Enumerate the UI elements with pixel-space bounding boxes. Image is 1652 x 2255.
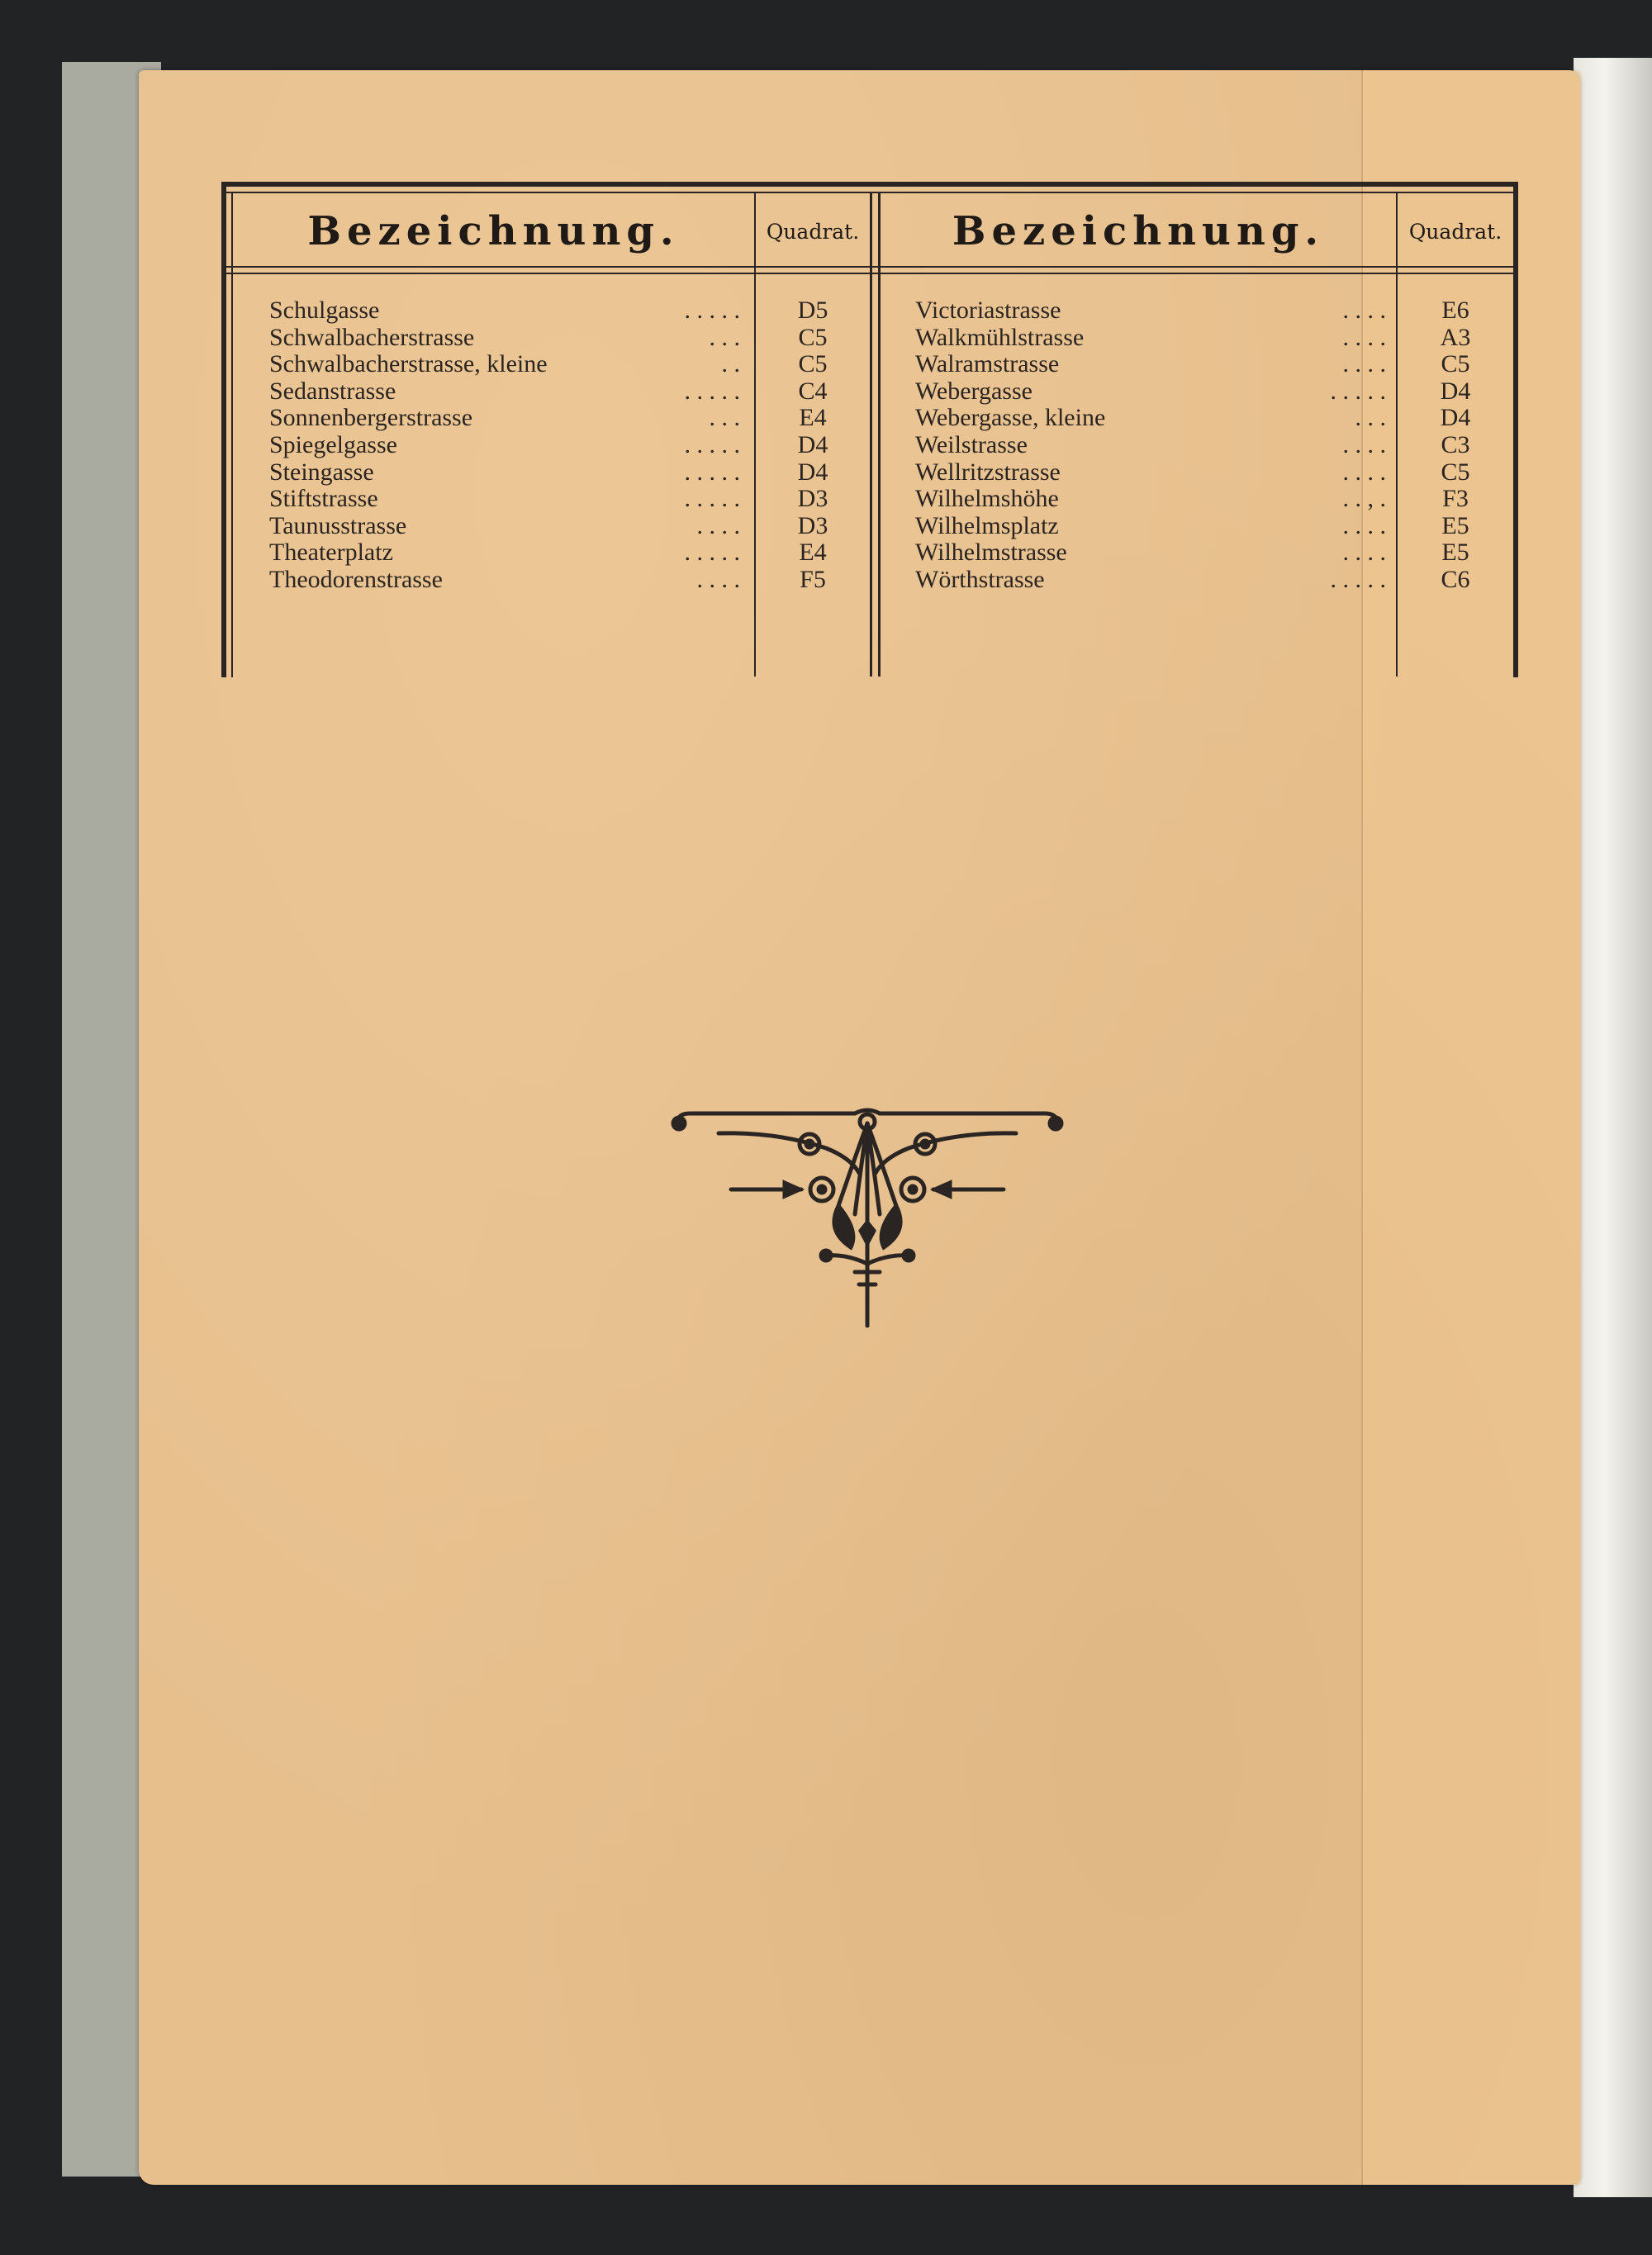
leader-dots: . . . . bbox=[696, 565, 740, 593]
quadrat-value: D3 bbox=[797, 485, 828, 513]
center-divider-a bbox=[870, 193, 872, 676]
right-street-row bbox=[915, 432, 1394, 459]
right-header-quadrat: Quadrat. bbox=[1408, 219, 1502, 244]
right-street-row bbox=[915, 297, 1394, 325]
quadrat-value: C5 bbox=[1441, 458, 1470, 486]
street-name: Theaterplatz bbox=[269, 539, 393, 567]
left-street-row bbox=[269, 325, 748, 352]
right-street-row bbox=[915, 405, 1394, 432]
street-name: Walramstrasse bbox=[915, 350, 1060, 378]
left-header-quadrat: Quadrat. bbox=[766, 219, 860, 244]
quadrat-value: F3 bbox=[1442, 485, 1469, 513]
center-divider-b bbox=[878, 193, 881, 676]
street-name: Schwalbacherstrasse bbox=[269, 323, 475, 351]
right-street-row bbox=[915, 325, 1394, 352]
right-street-row bbox=[915, 539, 1394, 567]
street-name: Taunusstrasse bbox=[269, 511, 407, 539]
leader-dots: . . . . . bbox=[684, 485, 740, 513]
top-rule bbox=[221, 182, 1518, 187]
street-name: Spiegelgasse bbox=[269, 430, 397, 458]
leader-dots: . . . bbox=[1355, 404, 1386, 432]
quadrat-value: F5 bbox=[800, 565, 826, 593]
right-street-row bbox=[915, 486, 1394, 513]
left-street-row bbox=[269, 297, 748, 325]
street-name: Wilhelmshöhe bbox=[915, 485, 1059, 513]
street-name: Steingasse bbox=[269, 458, 374, 486]
right-street-row bbox=[915, 351, 1394, 378]
right-border bbox=[1513, 182, 1518, 677]
leader-dots: . . . . bbox=[1342, 350, 1386, 378]
right-street-row bbox=[915, 459, 1394, 487]
right-street-row bbox=[915, 513, 1394, 540]
left-street-row bbox=[269, 513, 748, 540]
quadrat-value: D4 bbox=[1440, 404, 1471, 432]
right-street-list bbox=[915, 297, 1394, 594]
left-street-row bbox=[269, 539, 748, 567]
street-name: Victoriastrasse bbox=[915, 297, 1061, 324]
leader-dots: . . . . . bbox=[1330, 377, 1386, 405]
leader-dots: . . . bbox=[709, 404, 740, 432]
leader-dots: . . . . bbox=[1342, 297, 1386, 324]
leader-dots: . . . . . bbox=[684, 377, 740, 405]
quadrat-value: D3 bbox=[797, 511, 828, 539]
left-street-row bbox=[269, 459, 748, 487]
street-name: Wilhelmstrasse bbox=[915, 539, 1067, 567]
street-name: Wörthstrasse bbox=[915, 565, 1045, 593]
left-quadrat-list bbox=[756, 297, 870, 594]
street-name: Schulgasse bbox=[269, 297, 380, 324]
left-street-list bbox=[269, 297, 748, 594]
leader-dots: . . , . bbox=[1342, 485, 1386, 513]
quadrat-value: E5 bbox=[1441, 511, 1469, 539]
left-border-thin bbox=[231, 192, 233, 677]
right-street-row bbox=[915, 567, 1394, 594]
street-name: Sonnenbergerstrasse bbox=[269, 404, 473, 432]
right-street-row bbox=[915, 378, 1394, 406]
quadrat-value: A3 bbox=[1440, 323, 1471, 351]
leader-dots: . . . . . bbox=[684, 297, 740, 324]
street-name: Theodorenstrasse bbox=[269, 565, 443, 593]
left-street-row bbox=[269, 378, 748, 406]
street-name: Sedanstrasse bbox=[269, 377, 396, 405]
quadrat-value: C5 bbox=[798, 350, 828, 378]
next-page-edge bbox=[1574, 58, 1652, 2197]
left-border bbox=[221, 182, 226, 677]
leader-dots: . . . . bbox=[1342, 323, 1386, 351]
leader-dots: . . . . bbox=[696, 511, 740, 539]
street-name: Stiftstrasse bbox=[269, 485, 378, 513]
leader-dots: . . . . bbox=[1342, 511, 1386, 539]
quadrat-value: D5 bbox=[797, 297, 828, 324]
quadrat-value: E4 bbox=[799, 404, 827, 432]
leader-dots: . . . . . bbox=[684, 458, 740, 486]
leader-dots: . . bbox=[721, 350, 740, 378]
street-name: Webergasse bbox=[915, 377, 1032, 405]
leader-dots: . . . . . bbox=[1330, 565, 1386, 593]
street-name: Webergasse, kleine bbox=[915, 404, 1106, 432]
left-street-row bbox=[269, 567, 748, 594]
leader-dots: . . . . bbox=[1342, 539, 1386, 567]
street-index-table bbox=[221, 182, 1518, 677]
left-street-row bbox=[269, 486, 748, 513]
quadrat-value: C5 bbox=[1441, 350, 1470, 378]
left-street-row bbox=[269, 351, 748, 378]
leader-dots: . . . . . bbox=[684, 539, 740, 567]
quadrat-value: C4 bbox=[798, 377, 828, 405]
leader-dots: . . . . . bbox=[684, 430, 740, 458]
right-quadrat-list bbox=[1398, 297, 1513, 594]
quadrat-value: E4 bbox=[799, 539, 827, 567]
leader-dots: . . . . bbox=[1342, 458, 1386, 486]
leader-dots: . . . bbox=[709, 323, 740, 351]
quadrat-value: D4 bbox=[1440, 377, 1471, 405]
left-street-row bbox=[269, 432, 748, 459]
street-name: Weilstrasse bbox=[915, 430, 1028, 458]
street-name: Schwalbacherstrasse, kleine bbox=[269, 350, 548, 378]
quadrat-value: D4 bbox=[797, 458, 828, 486]
left-street-row bbox=[269, 405, 748, 432]
leader-dots: . . . . bbox=[1342, 430, 1386, 458]
quadrat-value: C3 bbox=[1441, 430, 1470, 458]
quadrat-value: E5 bbox=[1441, 539, 1469, 567]
street-name: Wilhelmsplatz bbox=[915, 511, 1059, 539]
left-header-title: Bezeichnung. bbox=[307, 208, 680, 254]
street-name: Walkmühlstrasse bbox=[915, 323, 1085, 351]
decorative-ornament-icon bbox=[661, 1107, 1074, 1330]
street-name: Wellritzstrasse bbox=[915, 458, 1061, 486]
quadrat-value: C6 bbox=[1441, 565, 1470, 593]
quadrat-value: C5 bbox=[798, 323, 828, 351]
quadrat-value: E6 bbox=[1441, 297, 1469, 324]
right-header-title: Bezeichnung. bbox=[952, 208, 1325, 254]
quadrat-value: D4 bbox=[797, 430, 828, 458]
